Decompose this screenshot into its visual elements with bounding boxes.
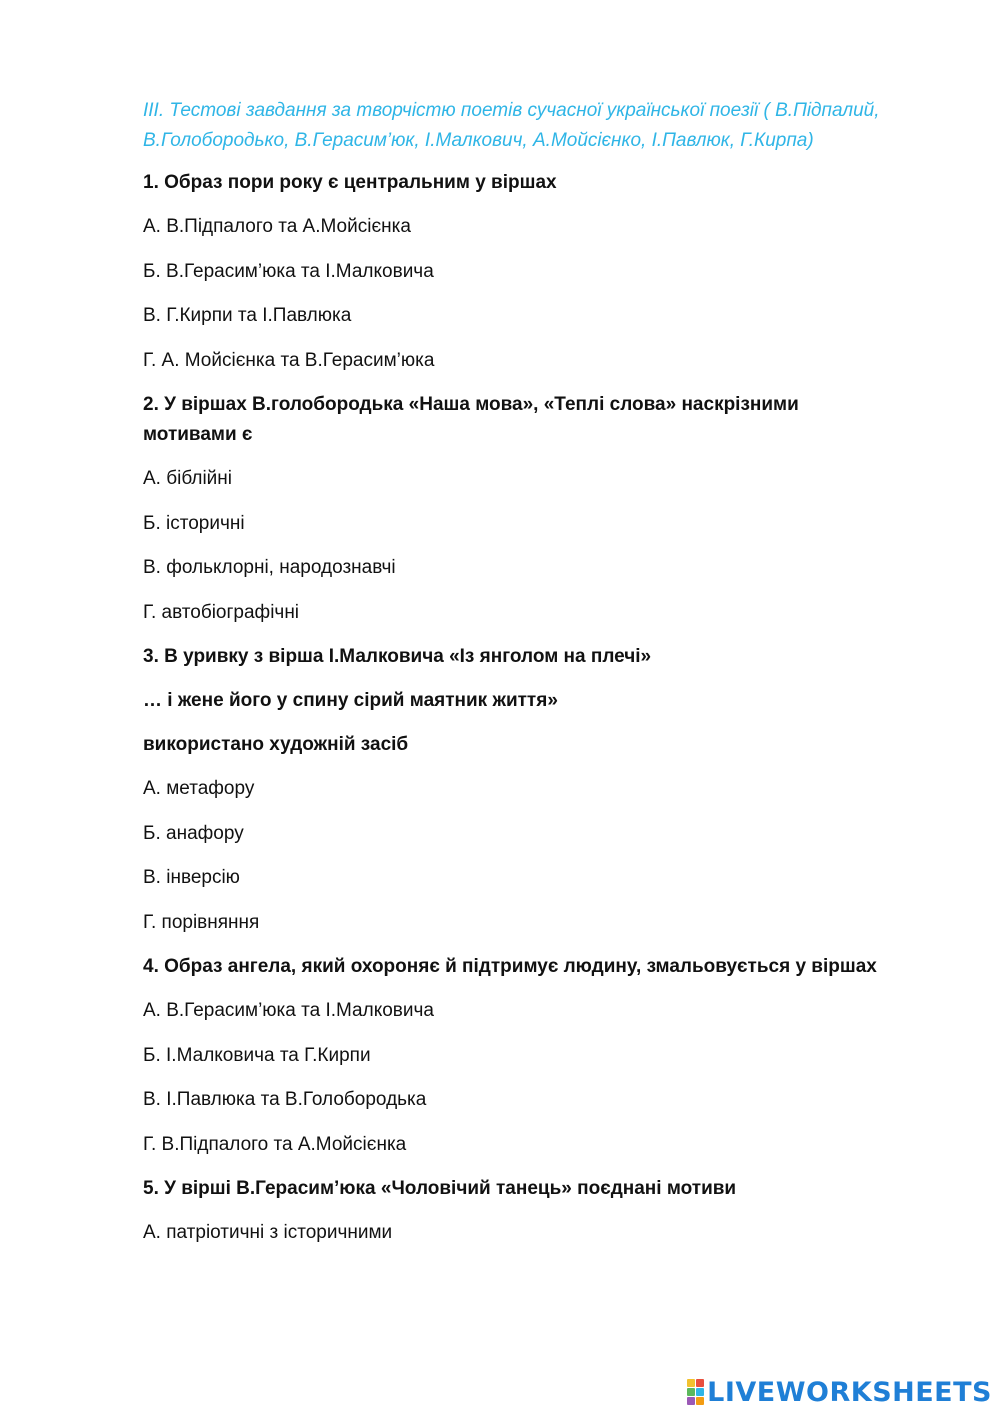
question-3: 3. В уривку з вірша І.Малковича «Із янголом на плечі» xyxy=(143,646,652,667)
liveworksheets-watermark xyxy=(687,1375,992,1409)
logo-tile xyxy=(696,1397,704,1405)
option-3c: В. інверсію xyxy=(143,867,240,888)
option-4d: Г. В.Підпалого та А.Мойсієнка xyxy=(143,1133,407,1155)
logo-tile xyxy=(696,1388,704,1396)
option-4b: Б. І.Малковича та Г.Кирпи xyxy=(143,1044,371,1066)
logo-tile xyxy=(687,1388,695,1396)
question-1: 1. Образ пори року є центральним у віршах xyxy=(143,172,557,193)
option-2b: Б. історичні xyxy=(143,512,245,534)
option-1b: Б. В.Герасим’юка та І.Малковича xyxy=(143,260,434,282)
option-3b: Б. анафору xyxy=(143,822,244,844)
option-2a: А. біблійні xyxy=(143,468,232,489)
logo-tile xyxy=(687,1379,695,1387)
question-4: 4. Образ ангела, який охороняє й підтримує людину, змальовується у віршах xyxy=(143,956,877,977)
option-3a: А. метафору xyxy=(143,778,255,799)
question-5: 5. У вірші В.Герасим’юка «Чоловічий танець» поєднані мотиви xyxy=(143,1178,737,1199)
question-3-quote: … і жене його у спину сірий маятник життя» xyxy=(143,690,558,711)
option-4a: А. В.Герасим’юка та І.Малковича xyxy=(143,1000,434,1021)
option-1a: А. В.Підпалого та А.Мойсієнка xyxy=(143,216,411,237)
option-2d: Г. автобіографічні xyxy=(143,601,300,623)
option-4c: В. І.Павлюка та В.Голобородька xyxy=(143,1089,427,1110)
option-1d: Г. А. Мойсієнка та В.Герасим’юка xyxy=(143,349,435,371)
option-2c: В. фольклорні, народознавчі xyxy=(143,557,396,578)
worksheet-page xyxy=(143,96,883,1263)
question-3-continuation: використано художній засіб xyxy=(143,734,409,755)
option-5a: А. патріотичні з історичними xyxy=(143,1222,393,1243)
logo-tile xyxy=(696,1379,704,1387)
logo-tile xyxy=(687,1397,695,1405)
section-title: III. Тестові завдання за творчістю поетів сучасної української поезії ( В.Підпалий, В.Голобородько, В.Герасим’юк, І.Малкович, А.Мойсієнко, І.Павлюк, Г.Кирпа) xyxy=(143,100,880,151)
liveworksheets-logo-icon xyxy=(687,1379,704,1405)
option-3d: Г. порівняння xyxy=(143,911,260,933)
option-1c: В. Г.Кирпи та І.Павлюка xyxy=(143,305,352,326)
watermark-text: LIVEWORKSHEETS xyxy=(707,1376,992,1408)
question-2: 2. У віршах В.голобородька «Наша мова», «Теплі слова» наскрізними мотивами є xyxy=(143,394,799,445)
